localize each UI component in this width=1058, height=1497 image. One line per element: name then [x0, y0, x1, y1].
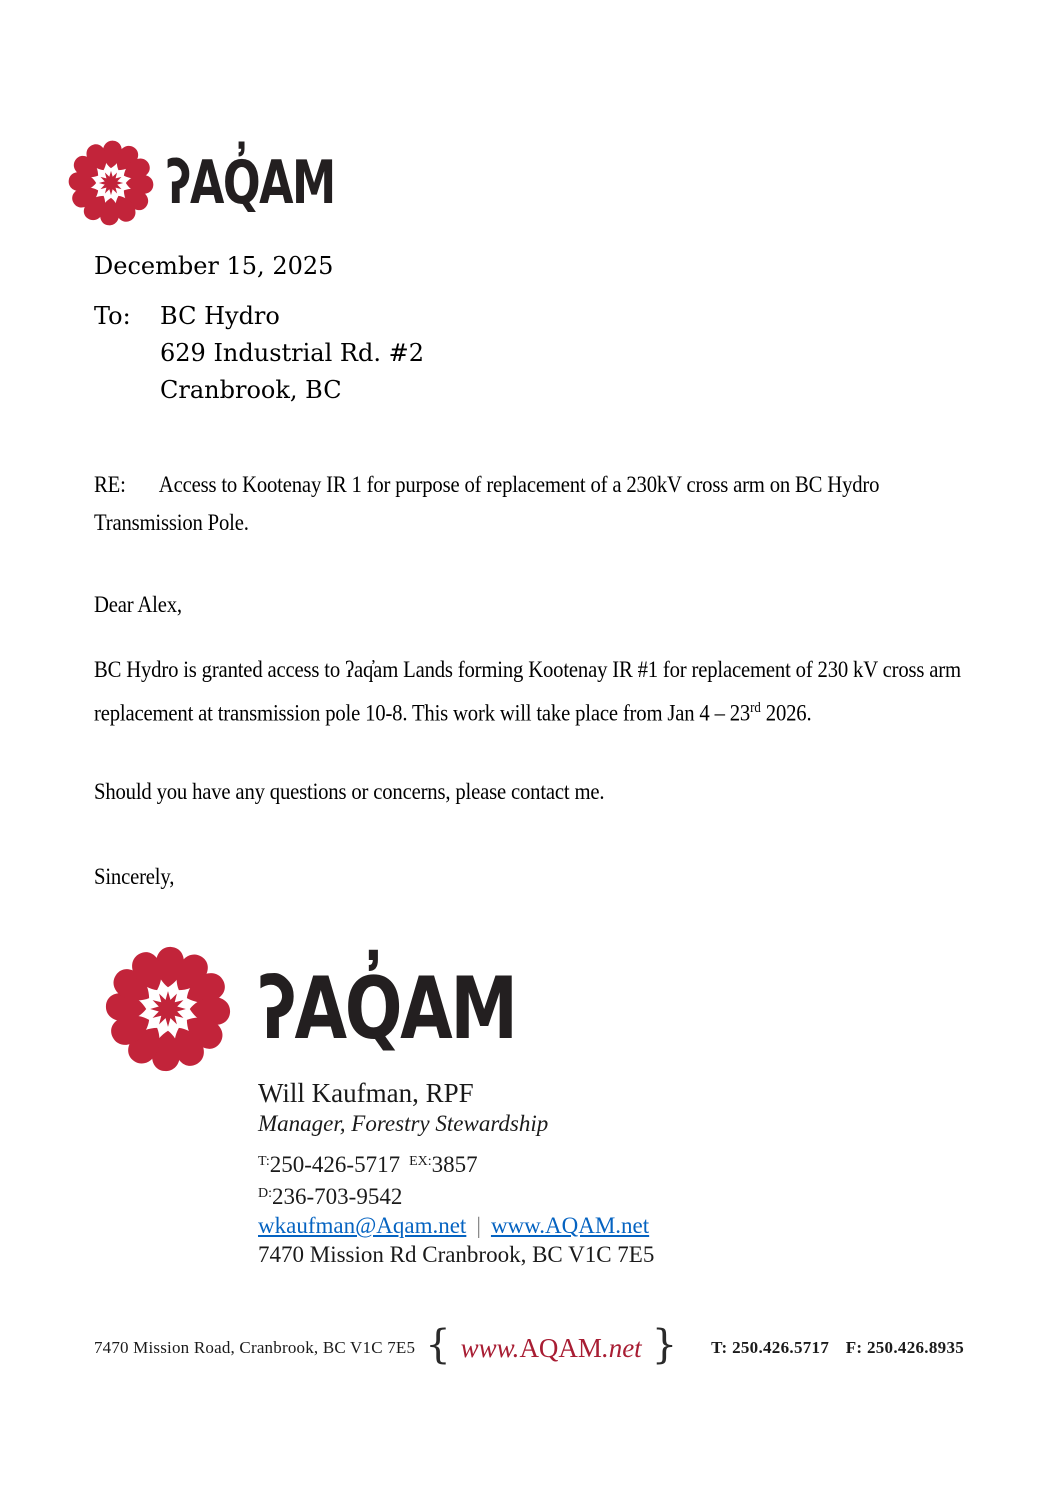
footer-website-prefix: www. [460, 1332, 520, 1363]
right-brace: } [651, 1322, 678, 1368]
footer-fax: 250.426.8935 [866, 1338, 965, 1357]
office-phone-line [258, 1147, 1058, 1179]
link-separator: | [476, 1213, 481, 1239]
aqam-logo-signature [102, 943, 1058, 1075]
body-paragraph [94, 651, 962, 733]
signature-name: Will Kaufman, RPF [258, 1078, 474, 1109]
website-link[interactable]: www.AQAM.net [490, 1213, 650, 1239]
body-text: BC Hydro is granted access to ʔaq̓am Lands forming Kootenay IR #1 for replacement of 230 kV cross arm replacement at transmission pole 10-8. This work will take place from Jan 4 – 23 [94, 656, 961, 726]
salutation: Dear Alex, [94, 591, 182, 617]
recipient-block [94, 298, 962, 410]
recipient-name: BC Hydro [160, 302, 280, 330]
ext-label: EX: [409, 1154, 432, 1170]
signature-links [258, 1211, 1058, 1240]
footer-tel: 250.426.5717 [732, 1338, 830, 1357]
recipient-address-line2: Cranbrook, BC [160, 376, 342, 405]
signature-block [0, 943, 1058, 1269]
footer-website [461, 1333, 642, 1364]
footer-website-name: AQAM [519, 1332, 602, 1363]
re-subject: Access to Kootenay IR 1 for purpose of replacement of a 230kV cross arm on BC Hydro Transmission Pole. [94, 471, 880, 535]
letter-date: December 15, 2025 [94, 252, 334, 280]
signature-title: Manager, Forestry Stewardship [258, 1111, 549, 1137]
page-footer [0, 1322, 1058, 1368]
direct-label: D: [258, 1186, 272, 1202]
signature-phones [258, 1147, 1058, 1211]
footer-fax-label: F: [845, 1338, 863, 1357]
direct-number: 236-703-9542 [272, 1184, 403, 1210]
left-brace: { [425, 1322, 451, 1368]
re-label: RE: [94, 471, 126, 497]
aqam-logo-header [66, 138, 1058, 228]
email-link[interactable]: wkaufman@Aqam.net [258, 1213, 467, 1239]
footer-tel-label: T: [711, 1338, 728, 1357]
aqam-flower-icon [66, 138, 156, 228]
footer-website-suffix: .net [601, 1332, 642, 1363]
signature-address: 7470 Mission Rd Cranbrook, BC V1C 7E5 [258, 1242, 655, 1268]
footer-address: 7470 Mission Road, Cranbrook, BC V1C 7E5 [93, 1338, 416, 1357]
recipient-address [160, 298, 424, 410]
aqam-wordmark: ʔAQ̓AM [258, 959, 516, 1060]
signature-details [258, 1077, 1058, 1269]
body-paragraph-2: Should you have any questions or concerns, please contact me. [94, 779, 605, 805]
ordinal-suffix: rd [750, 699, 761, 716]
subject-line [94, 466, 962, 542]
closing: Sincerely, [94, 864, 175, 890]
aqam-flower-icon [102, 943, 234, 1075]
direct-phone-line [258, 1179, 1058, 1211]
body-text-end: 2026. [760, 700, 812, 726]
to-label: To: [94, 302, 131, 330]
footer-phones [711, 1338, 964, 1358]
tel-number: 250-426-5717 [269, 1152, 401, 1178]
tel-label: T: [258, 1154, 270, 1170]
aqam-wordmark: ʔAQ̓AM [166, 148, 335, 218]
recipient-address-line1: 629 Industrial Rd. #2 [160, 339, 424, 368]
ext-number: 3857 [431, 1152, 478, 1178]
